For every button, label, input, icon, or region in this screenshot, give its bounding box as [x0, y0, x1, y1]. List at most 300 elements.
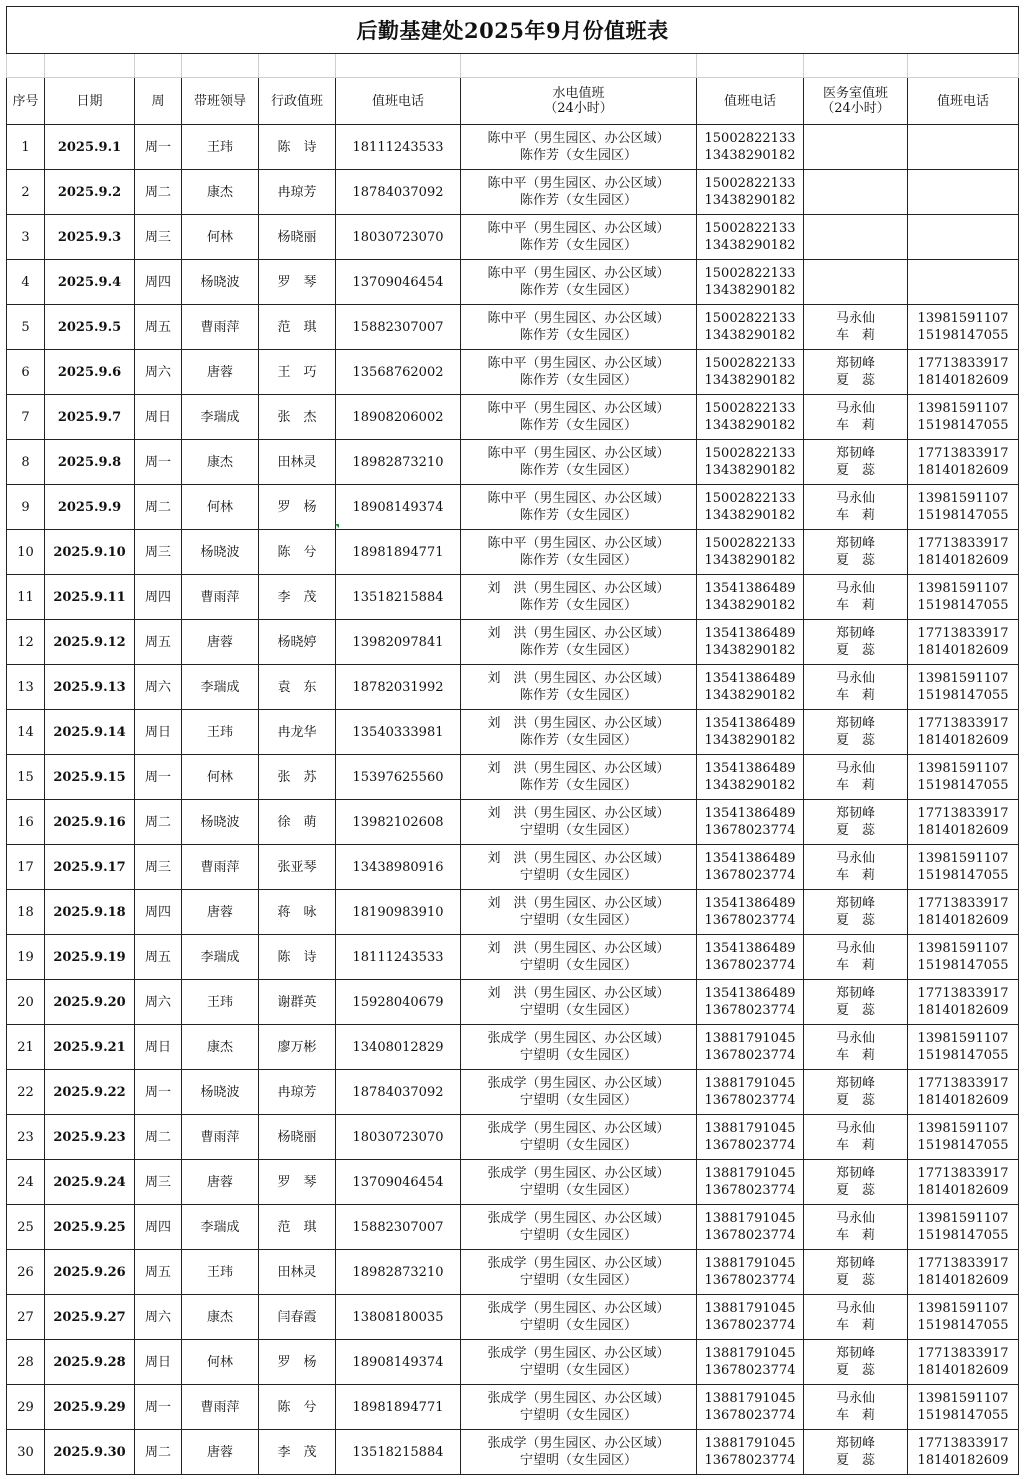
duty-date: 2025.9.16 [45, 800, 135, 845]
admin-duty-name: 陈 兮 [259, 1385, 336, 1430]
admin-duty-name: 罗 琴 [259, 1160, 336, 1205]
water-duty-phone-line1: 15002822133 [704, 356, 796, 371]
water-duty-phone [697, 1160, 804, 1205]
admin-duty-phone: 15928040679 [336, 980, 461, 1025]
medical-duty-phone-line1: 17713833917 [917, 1076, 1009, 1091]
weekday: 周一 [135, 1385, 182, 1430]
water-duty-phone-line1: 13881791045 [704, 1391, 796, 1406]
water-duty-phone-line1: 15002822133 [704, 131, 796, 146]
medical-duty-line1: 马永仙 [835, 1121, 875, 1136]
water-duty-phone [697, 665, 804, 710]
admin-duty-phone: 15397625560 [336, 755, 461, 800]
water-duty-phone-line2: 13438290182 [704, 283, 796, 298]
admin-duty-phone: 13709046454 [336, 260, 461, 305]
medical-duty-phone-line1: 17713833917 [917, 1256, 1009, 1271]
water-duty-phone [697, 125, 804, 170]
water-duty-line2: 宁望明（女生园区） [519, 1363, 637, 1378]
water-duty-line1: 刘 洪（男生园区、办公区域） [487, 896, 670, 911]
leader-name: 曹雨萍 [182, 575, 259, 620]
medical-duty-phone-line2: 18140182609 [917, 643, 1009, 658]
water-duty-phone-line2: 13678023774 [704, 1003, 796, 1018]
table-row [7, 890, 1019, 935]
leader-name: 何林 [182, 485, 259, 530]
water-duty-line1: 张成学（男生园区、办公区域） [487, 1211, 670, 1226]
table-row [7, 1070, 1019, 1115]
water-duty [461, 1025, 697, 1070]
admin-duty-phone: 18111243533 [336, 935, 461, 980]
water-duty-phone-line2: 13678023774 [704, 913, 796, 928]
water-duty-phone-line1: 13881791045 [704, 1121, 796, 1136]
medical-duty [804, 575, 908, 620]
water-duty-line2: 陈作芳（女生园区） [519, 328, 637, 343]
row-number: 19 [7, 935, 45, 980]
admin-duty-phone: 18111243533 [336, 125, 461, 170]
water-duty-phone-line2: 13678023774 [704, 1453, 796, 1468]
leader-name: 杨晓波 [182, 800, 259, 845]
admin-duty-name: 冉琼芳 [259, 170, 336, 215]
water-duty-line2: 陈作芳（女生园区） [519, 193, 637, 208]
medical-duty-line2: 夏 蕊 [835, 1003, 875, 1018]
medical-duty-phone-line2: 18140182609 [917, 823, 1009, 838]
water-duty [461, 1340, 697, 1385]
medical-duty [804, 665, 908, 710]
row-number: 4 [7, 260, 45, 305]
water-duty-phone-line2: 13678023774 [704, 1228, 796, 1243]
duty-date: 2025.9.24 [45, 1160, 135, 1205]
cell-comment-marker [335, 524, 339, 528]
water-duty-line2: 陈作芳（女生园区） [519, 238, 637, 253]
duty-date: 2025.9.23 [45, 1115, 135, 1160]
row-number: 3 [7, 215, 45, 260]
weekday: 周日 [135, 395, 182, 440]
admin-duty-phone: 13518215884 [336, 1430, 461, 1475]
water-duty-phone [697, 1430, 804, 1475]
water-duty-phone [697, 800, 804, 845]
leader-name: 康杰 [182, 1025, 259, 1070]
duty-date: 2025.9.18 [45, 890, 135, 935]
row-number: 2 [7, 170, 45, 215]
row-number: 22 [7, 1070, 45, 1115]
header-week: 周 [135, 78, 182, 125]
medical-duty-line1: 郑韧峰 [835, 986, 875, 1001]
water-duty-phone-line1: 13541386489 [704, 671, 796, 686]
leader-name: 曹雨萍 [182, 305, 259, 350]
water-duty-phone-line1: 13881791045 [704, 1211, 796, 1226]
medical-duty-line1: 郑韧峰 [835, 806, 875, 821]
water-duty [461, 215, 697, 260]
admin-duty-phone: 18908149374 [336, 485, 461, 530]
medical-duty-phone [908, 1160, 1019, 1205]
admin-duty-name: 范 琪 [259, 1205, 336, 1250]
row-number: 21 [7, 1025, 45, 1070]
medical-duty [804, 1070, 908, 1115]
medical-duty [804, 1295, 908, 1340]
medical-duty [804, 305, 908, 350]
medical-duty-phone-line2: 15198147055 [917, 1228, 1009, 1243]
admin-duty-name: 冉琼芳 [259, 1070, 336, 1115]
medical-duty-phone-line2: 18140182609 [917, 913, 1009, 928]
admin-duty-phone: 13709046454 [336, 1160, 461, 1205]
medical-duty-phone [908, 170, 1019, 215]
water-duty-phone-line2: 13678023774 [704, 1183, 796, 1198]
medical-duty-line2: 车 莉 [835, 778, 875, 793]
medical-duty [804, 1205, 908, 1250]
water-duty-line2: 陈作芳（女生园区） [519, 463, 637, 478]
water-duty-phone-line2: 13678023774 [704, 1048, 796, 1063]
weekday: 周一 [135, 1070, 182, 1115]
medical-duty-line2: 夏 蕊 [835, 1453, 875, 1468]
medical-duty-line2: 夏 蕊 [835, 1183, 875, 1198]
row-number: 28 [7, 1340, 45, 1385]
water-duty-phone [697, 350, 804, 395]
medical-duty-line1: 马永仙 [835, 401, 875, 416]
water-duty-phone-line2: 13678023774 [704, 1408, 796, 1423]
table-row [7, 575, 1019, 620]
medical-duty-phone-line1: 13981591107 [917, 1301, 1009, 1316]
water-duty [461, 710, 697, 755]
water-duty-line2: 宁望明（女生园区） [519, 1093, 637, 1108]
medical-duty-phone-line1: 13981591107 [917, 671, 1009, 686]
medical-duty-phone-line2: 15198147055 [917, 1138, 1009, 1153]
water-duty-phone [697, 1250, 804, 1295]
water-duty-phone-line1: 15002822133 [704, 311, 796, 326]
duty-date: 2025.9.11 [45, 575, 135, 620]
weekday: 周五 [135, 620, 182, 665]
medical-duty-phone-line2: 15198147055 [917, 868, 1009, 883]
water-duty-phone [697, 1025, 804, 1070]
row-number: 20 [7, 980, 45, 1025]
weekday: 周五 [135, 1250, 182, 1295]
medical-duty-phone [908, 305, 1019, 350]
duty-date: 2025.9.15 [45, 755, 135, 800]
water-duty-phone-line2: 13438290182 [704, 193, 796, 208]
water-duty-line2: 宁望明（女生园区） [519, 1453, 637, 1468]
medical-duty-line1: 郑韧峰 [835, 896, 875, 911]
water-duty-line1: 陈中平（男生园区、办公区域） [487, 221, 670, 236]
header-date: 日期 [45, 78, 135, 125]
water-duty-line1: 刘 洪（男生园区、办公区域） [487, 581, 670, 596]
admin-duty-phone: 18908206002 [336, 395, 461, 440]
medical-duty-line2: 车 莉 [835, 958, 875, 973]
water-duty [461, 845, 697, 890]
medical-duty-phone-line1: 13981591107 [917, 311, 1009, 326]
water-duty-phone [697, 710, 804, 755]
table-row [7, 1025, 1019, 1070]
water-duty [461, 1115, 697, 1160]
water-duty [461, 305, 697, 350]
water-duty-line1: 刘 洪（男生园区、办公区域） [487, 806, 670, 821]
admin-duty-name: 范 琪 [259, 305, 336, 350]
water-duty-line2: 陈作芳（女生园区） [519, 373, 637, 388]
medical-duty-phone-line1: 17713833917 [917, 806, 1009, 821]
medical-duty [804, 1430, 908, 1475]
medical-duty-phone-line1: 17713833917 [917, 986, 1009, 1001]
weekday: 周四 [135, 1205, 182, 1250]
row-number: 7 [7, 395, 45, 440]
medical-duty-phone-line1: 17713833917 [917, 1436, 1009, 1451]
water-duty [461, 530, 697, 575]
row-number: 16 [7, 800, 45, 845]
table-row [7, 620, 1019, 665]
duty-date: 2025.9.5 [45, 305, 135, 350]
medical-duty [804, 755, 908, 800]
medical-duty-phone [908, 1385, 1019, 1430]
medical-duty-line2: 车 莉 [835, 1228, 875, 1243]
water-duty-phone [697, 260, 804, 305]
leader-name: 李瑞成 [182, 935, 259, 980]
admin-duty-phone: 15882307007 [336, 305, 461, 350]
water-duty [461, 1205, 697, 1250]
medical-duty-line2: 夏 蕊 [835, 913, 875, 928]
duty-date: 2025.9.17 [45, 845, 135, 890]
table-row [7, 1205, 1019, 1250]
water-duty-line1: 刘 洪（男生园区、办公区域） [487, 986, 670, 1001]
weekday: 周四 [135, 260, 182, 305]
water-duty-phone-line1: 13541386489 [704, 806, 796, 821]
water-duty-phone [697, 620, 804, 665]
medical-duty-phone [908, 350, 1019, 395]
row-number: 18 [7, 890, 45, 935]
water-duty [461, 980, 697, 1025]
header-row [7, 78, 1019, 125]
water-duty [461, 260, 697, 305]
duty-date: 2025.9.25 [45, 1205, 135, 1250]
water-duty [461, 935, 697, 980]
medical-duty [804, 350, 908, 395]
duty-date: 2025.9.13 [45, 665, 135, 710]
water-duty-phone [697, 755, 804, 800]
admin-duty-name: 蒋 咏 [259, 890, 336, 935]
water-duty-phone-line2: 13678023774 [704, 1138, 796, 1153]
medical-duty-phone [908, 755, 1019, 800]
water-duty-phone-line1: 13881791045 [704, 1166, 796, 1181]
medical-duty [804, 395, 908, 440]
water-duty-line2: 宁望明（女生园区） [519, 1273, 637, 1288]
duty-date: 2025.9.30 [45, 1430, 135, 1475]
weekday: 周二 [135, 1115, 182, 1160]
weekday: 周日 [135, 1340, 182, 1385]
medical-duty-phone-line2: 18140182609 [917, 1363, 1009, 1378]
medical-duty-line1: 马永仙 [835, 941, 875, 956]
medical-duty-line2: 夏 蕊 [835, 463, 875, 478]
row-number: 5 [7, 305, 45, 350]
water-duty-phone-line2: 13438290182 [704, 643, 796, 658]
weekday: 周六 [135, 665, 182, 710]
admin-duty-name: 陈 诗 [259, 125, 336, 170]
medical-duty-line2: 车 莉 [835, 1408, 875, 1423]
table-row [7, 935, 1019, 980]
admin-duty-phone: 18030723070 [336, 1115, 461, 1160]
water-duty-phone [697, 1295, 804, 1340]
medical-duty-line1: 马永仙 [835, 671, 875, 686]
water-duty-phone-line2: 13678023774 [704, 1363, 796, 1378]
medical-duty-line1: 郑韧峰 [835, 1256, 875, 1271]
water-duty-line1: 刘 洪（男生园区、办公区域） [487, 716, 670, 731]
medical-duty-phone-line2: 18140182609 [917, 1093, 1009, 1108]
medical-duty-line1: 马永仙 [835, 1031, 875, 1046]
water-duty-phone-line1: 15002822133 [704, 536, 796, 551]
table-row [7, 305, 1019, 350]
water-duty-phone-line2: 13438290182 [704, 238, 796, 253]
water-duty-phone [697, 305, 804, 350]
water-duty [461, 1295, 697, 1340]
duty-date: 2025.9.10 [45, 530, 135, 575]
duty-date: 2025.9.4 [45, 260, 135, 305]
row-number: 15 [7, 755, 45, 800]
medical-duty [804, 620, 908, 665]
admin-duty-name: 张 杰 [259, 395, 336, 440]
weekday: 周二 [135, 170, 182, 215]
table-row [7, 1160, 1019, 1205]
weekday: 周五 [135, 935, 182, 980]
water-duty-line1: 张成学（男生园区、办公区域） [487, 1391, 670, 1406]
water-duty [461, 1250, 697, 1295]
water-duty-line1: 陈中平（男生园区、办公区域） [487, 131, 670, 146]
admin-duty-name: 张亚琴 [259, 845, 336, 890]
medical-duty-phone-line1: 17713833917 [917, 896, 1009, 911]
medical-duty-line2: 车 莉 [835, 868, 875, 883]
table-row [7, 1250, 1019, 1295]
water-duty-line1: 张成学（男生园区、办公区域） [487, 1346, 670, 1361]
weekday: 周五 [135, 305, 182, 350]
water-duty-phone-line1: 13881791045 [704, 1301, 796, 1316]
water-duty [461, 170, 697, 215]
medical-duty-line1: 马永仙 [835, 1391, 875, 1406]
medical-duty-phone [908, 1250, 1019, 1295]
header-med [804, 78, 908, 125]
admin-duty-phone: 18784037092 [336, 170, 461, 215]
water-duty-phone-line1: 15002822133 [704, 491, 796, 506]
water-duty-phone-line2: 13438290182 [704, 148, 796, 163]
medical-duty-line1: 郑韧峰 [835, 1436, 875, 1451]
water-duty-line2: 宁望明（女生园区） [519, 1003, 637, 1018]
water-duty-line1: 陈中平（男生园区、办公区域） [487, 491, 670, 506]
leader-name: 杨晓波 [182, 1070, 259, 1115]
water-duty [461, 1385, 697, 1430]
admin-duty-name: 闫春霞 [259, 1295, 336, 1340]
admin-duty-name: 李 茂 [259, 1430, 336, 1475]
medical-duty-line1: 郑韧峰 [835, 356, 875, 371]
medical-duty-line1: 马永仙 [835, 491, 875, 506]
water-duty-line2: 宁望明（女生园区） [519, 1183, 637, 1198]
medical-duty-phone-line2: 15198147055 [917, 688, 1009, 703]
admin-duty-name: 田林灵 [259, 1250, 336, 1295]
medical-duty-phone [908, 530, 1019, 575]
table-row [7, 800, 1019, 845]
table-row [7, 530, 1019, 575]
medical-duty-line1: 郑韧峰 [835, 716, 875, 731]
leader-name: 杨晓波 [182, 260, 259, 305]
medical-duty-phone-line2: 18140182609 [917, 553, 1009, 568]
admin-duty-name: 李 茂 [259, 575, 336, 620]
row-number: 11 [7, 575, 45, 620]
water-duty-phone-line2: 13438290182 [704, 508, 796, 523]
water-duty [461, 440, 697, 485]
admin-duty-name: 杨晓丽 [259, 215, 336, 260]
medical-duty [804, 440, 908, 485]
water-duty-line2: 宁望明（女生园区） [519, 1048, 637, 1063]
medical-duty [804, 935, 908, 980]
weekday: 周四 [135, 890, 182, 935]
water-duty-phone-line2: 13438290182 [704, 733, 796, 748]
water-duty [461, 575, 697, 620]
water-duty-phone-line2: 13678023774 [704, 868, 796, 883]
medical-duty-phone [908, 485, 1019, 530]
medical-duty-line2: 夏 蕊 [835, 733, 875, 748]
medical-duty-phone [908, 710, 1019, 755]
water-duty-line1: 陈中平（男生园区、办公区域） [487, 536, 670, 551]
admin-duty-name: 徐 萌 [259, 800, 336, 845]
water-duty-line2: 陈作芳（女生园区） [519, 778, 637, 793]
table-row [7, 710, 1019, 755]
water-duty [461, 755, 697, 800]
medical-duty [804, 1340, 908, 1385]
water-duty-phone-line1: 13881791045 [704, 1256, 796, 1271]
medical-duty-line1: 郑韧峰 [835, 1166, 875, 1181]
table-row [7, 665, 1019, 710]
table-row [7, 980, 1019, 1025]
medical-duty-phone [908, 1430, 1019, 1475]
header-med-line1: 医务室值班 [822, 86, 888, 101]
weekday: 周日 [135, 1025, 182, 1070]
water-duty-phone [697, 1070, 804, 1115]
water-duty-phone-line1: 13541386489 [704, 896, 796, 911]
water-duty-phone [697, 530, 804, 575]
medical-duty-line1: 马永仙 [835, 311, 875, 326]
table-row [7, 395, 1019, 440]
medical-duty-phone [908, 1025, 1019, 1070]
weekday: 周一 [135, 125, 182, 170]
duty-date: 2025.9.7 [45, 395, 135, 440]
water-duty [461, 350, 697, 395]
admin-duty-name: 罗 琴 [259, 260, 336, 305]
weekday: 周二 [135, 1430, 182, 1475]
medical-duty-phone-line2: 18140182609 [917, 1183, 1009, 1198]
medical-duty-phone [908, 935, 1019, 980]
medical-duty-line2: 夏 蕊 [835, 373, 875, 388]
medical-duty [804, 215, 908, 260]
medical-duty-line1: 马永仙 [835, 761, 875, 776]
water-duty-phone-line1: 13541386489 [704, 941, 796, 956]
medical-duty-phone-line2: 15198147055 [917, 598, 1009, 613]
header-admin: 行政值班 [259, 78, 336, 125]
admin-duty-name: 杨晓丽 [259, 1115, 336, 1160]
water-duty-phone-line1: 13881791045 [704, 1031, 796, 1046]
row-number: 23 [7, 1115, 45, 1160]
row-number: 24 [7, 1160, 45, 1205]
leader-name: 李瑞成 [182, 395, 259, 440]
medical-duty-line2: 夏 蕊 [835, 643, 875, 658]
table-row [7, 350, 1019, 395]
medical-duty [804, 845, 908, 890]
duty-date: 2025.9.22 [45, 1070, 135, 1115]
leader-name: 王玮 [182, 125, 259, 170]
water-duty-phone-line1: 13541386489 [704, 986, 796, 1001]
duty-date: 2025.9.6 [45, 350, 135, 395]
medical-duty-phone-line1: 13981591107 [917, 1211, 1009, 1226]
medical-duty-line2: 车 莉 [835, 1048, 875, 1063]
weekday: 周三 [135, 1160, 182, 1205]
leader-name: 杨晓波 [182, 530, 259, 575]
admin-duty-phone: 13540333981 [336, 710, 461, 755]
admin-duty-phone: 13982097841 [336, 620, 461, 665]
row-number: 13 [7, 665, 45, 710]
medical-duty-phone-line2: 18140182609 [917, 733, 1009, 748]
admin-duty-phone: 18782031992 [336, 665, 461, 710]
weekday: 周三 [135, 845, 182, 890]
medical-duty-phone-line2: 15198147055 [917, 1408, 1009, 1423]
water-duty-phone-line1: 13881791045 [704, 1436, 796, 1451]
